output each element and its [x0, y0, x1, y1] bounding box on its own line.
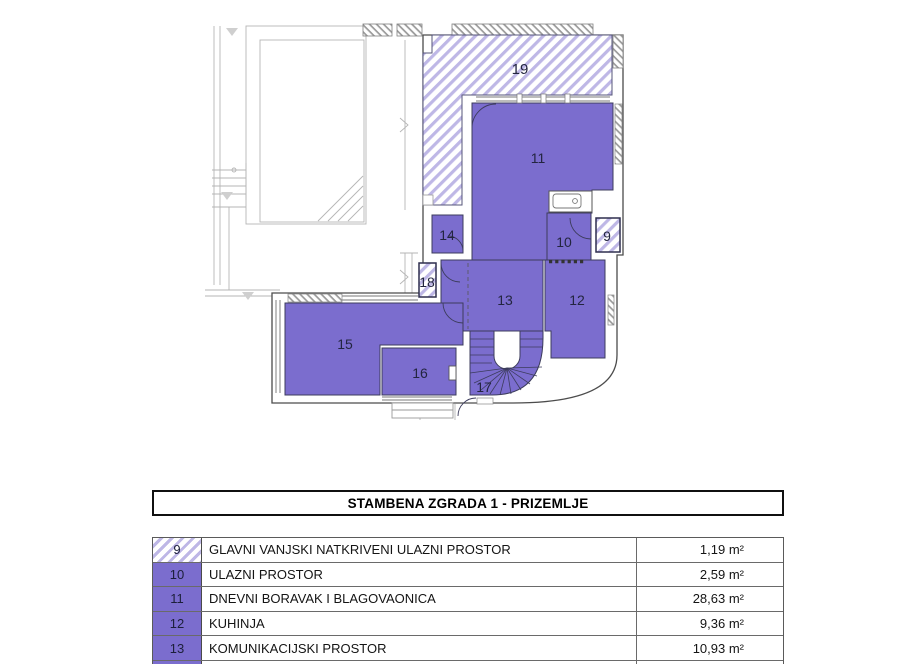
legend-table [152, 537, 784, 664]
room-number-cell: 10 [153, 563, 202, 587]
room-label-9: 9 [603, 228, 611, 244]
room-area-cell: 10,93 m² [692, 640, 744, 656]
room-label-17: 17 [476, 379, 492, 395]
room-label-15: 15 [337, 336, 353, 352]
room-number-cell: 12 [153, 612, 202, 636]
room-name-cell: DNEVNI BORAVAK I BLAGOVAONICA [202, 587, 637, 611]
table-row [153, 563, 783, 588]
table-row [153, 636, 783, 661]
room-name-cell: GLAVNI VANJSKI NATKRIVENI ULAZNI PROSTOR [202, 538, 637, 562]
room-name-cell: KOMUNIKACIJSKI PROSTOR [202, 636, 637, 660]
table-row [153, 612, 783, 637]
room-12 [545, 260, 605, 358]
chimney-hatch [613, 35, 623, 68]
room-number-cell: 13 [153, 636, 202, 660]
entrance-porch [392, 403, 453, 418]
room-name-cell: ULAZNI PROSTOR [202, 563, 637, 587]
table-row [153, 587, 783, 612]
room-label-16: 16 [412, 365, 428, 381]
room-label-11: 11 [530, 150, 546, 166]
room-area-cell: 1,19 m² [699, 542, 744, 558]
room-label-12: 12 [569, 292, 585, 308]
room-label-14: 14 [439, 227, 455, 243]
room-name-cell: KUHINJA [202, 612, 637, 636]
room-area-cell: 28,63 m² [692, 591, 744, 607]
table-row [153, 538, 783, 563]
room-label-18: 18 [419, 274, 435, 290]
wall-notch-19 [423, 195, 433, 205]
room-area-cell: 2,59 m² [699, 566, 744, 582]
window-bottom-entry [477, 398, 493, 404]
room-number-cell: 9 [153, 538, 202, 562]
window-right-12 [608, 295, 614, 325]
wall-notch-16 [449, 366, 456, 380]
room-number-cell: 11 [153, 587, 202, 611]
room-label-13: 13 [497, 292, 513, 308]
plan-title-bar [152, 490, 784, 516]
sink-fixture [549, 191, 592, 212]
room-area-cell: 9,36 m² [699, 616, 744, 632]
plan-title: STAMBENA ZGRADA 1 - PRIZEMLJE [347, 495, 589, 511]
stair-well [494, 331, 520, 369]
window-right-11 [615, 104, 622, 164]
window-top-15 [288, 294, 342, 302]
room-label-19: 19 [511, 61, 529, 78]
room-label-10: 10 [556, 234, 572, 250]
